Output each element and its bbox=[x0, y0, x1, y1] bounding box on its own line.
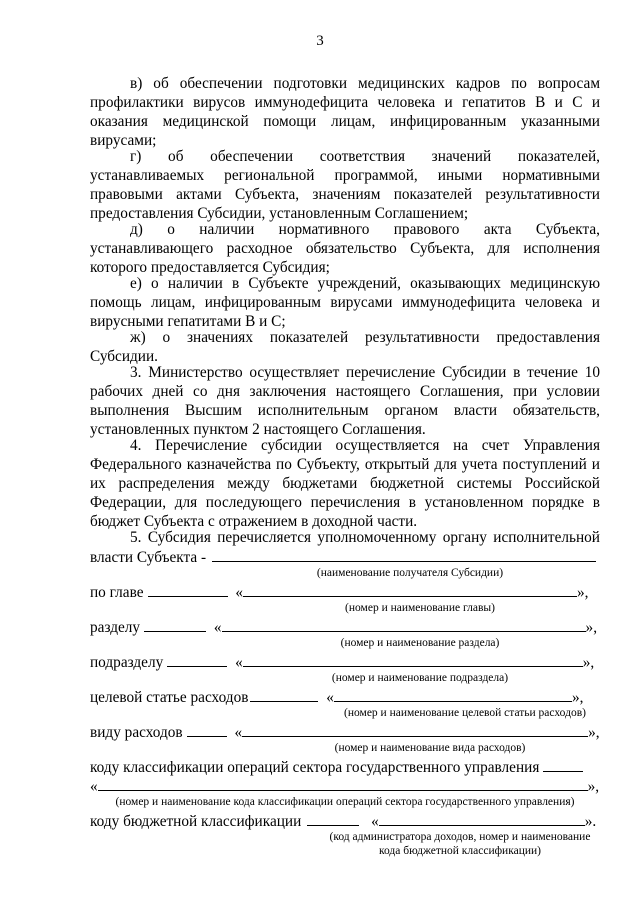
kbk-caption-line-2: кода бюджетной классификации) bbox=[378, 845, 542, 857]
expense-label: виду расходов bbox=[90, 724, 183, 741]
body-line: устанавливающего расходное обязательство Субъекта, для исполнения bbox=[90, 240, 600, 257]
body-line: правовыми актами Субъекта, значениям показателей результативности bbox=[90, 186, 600, 203]
chapter-row bbox=[90, 582, 600, 602]
section-name-field[interactable] bbox=[222, 617, 586, 632]
close-quote: », bbox=[577, 584, 589, 601]
body-line: в) об обеспечении подготовки медицинских кадров по вопросам bbox=[130, 75, 600, 92]
kosgu-name-row bbox=[90, 776, 600, 796]
kosgu-code-field[interactable] bbox=[543, 757, 583, 772]
body-line: профилактики вирусов иммунодефицита человека и гепатитов В и С и bbox=[90, 94, 600, 111]
target-label: целевой статье расходов bbox=[90, 689, 249, 706]
open-quote: « bbox=[235, 584, 243, 601]
recipient-row bbox=[90, 547, 600, 567]
body-line: выполнения Высшим исполнительным органом власти обязательств, bbox=[90, 402, 600, 419]
expense-row bbox=[90, 722, 600, 742]
close-quote: ». bbox=[584, 813, 597, 830]
target-row bbox=[90, 687, 600, 707]
close-quote: », bbox=[582, 654, 595, 671]
close-quote: », bbox=[585, 619, 598, 636]
recipient-caption: (наименование получателя Субсидии) bbox=[316, 567, 504, 579]
body-line: 4. Перечисление субсидии осуществляется на счет Управления bbox=[130, 437, 600, 454]
body-line: вирусами; bbox=[90, 132, 157, 149]
body-line: д) о наличии нормативного правового акта Субъекта, bbox=[130, 221, 600, 238]
open-quote: « bbox=[326, 689, 334, 706]
body-line: помощь лицам, инфицированным вирусами иммунодефицита человека и bbox=[90, 294, 600, 311]
open-quote: « bbox=[235, 654, 243, 671]
kosgu-label: коду классификации операций сектора государственного управления bbox=[90, 759, 540, 776]
chapter-code-field[interactable] bbox=[148, 582, 228, 597]
subsection-label: подразделу bbox=[90, 654, 164, 671]
page-number: 3 bbox=[316, 33, 324, 49]
body-line: бюджет Субъекта с отражением в доходной части. bbox=[90, 513, 418, 530]
close-quote: », bbox=[571, 689, 584, 706]
kbk-label: коду бюджетной классификации bbox=[90, 813, 302, 830]
open-quote: « bbox=[234, 724, 243, 741]
body-line: их распределения между бюджетами бюджетной системы Российской bbox=[90, 475, 600, 492]
body-line: Федерации, для последующего перечисления в установленном порядке в bbox=[90, 494, 600, 511]
kosgu-name-field[interactable] bbox=[98, 776, 588, 791]
section-row bbox=[90, 617, 600, 637]
body-line: Федерального казначейства по Субъекту, открытый для учета поступлений и bbox=[90, 456, 600, 473]
chapter-caption: (номер и наименование главы) bbox=[345, 602, 495, 614]
kbk-code-field[interactable] bbox=[307, 811, 359, 826]
recipient-label: власти Субъекта - bbox=[90, 549, 207, 566]
body-line: установленных пунктом 2 настоящего Соглашения. bbox=[90, 421, 426, 438]
section-code-field[interactable] bbox=[144, 617, 206, 632]
subsection-code-field[interactable] bbox=[167, 652, 227, 667]
body-line: ж) о значениях показателей результативности предоставления bbox=[130, 329, 600, 346]
recipient-field[interactable] bbox=[212, 547, 596, 562]
kosgu-caption: (номер и наименование кода классификации операций сектора государственного управления) bbox=[115, 796, 575, 808]
body-line: предоставления Субсидии, установленным Соглашением; bbox=[90, 205, 469, 222]
subsection-row bbox=[90, 652, 600, 672]
close-quote: », bbox=[587, 778, 600, 795]
body-line: г) об обеспечении соответствия значений показателей, bbox=[130, 148, 600, 165]
expense-name-field[interactable] bbox=[242, 722, 588, 737]
kbk-name-field[interactable] bbox=[379, 811, 585, 826]
body-line: 3. Министерство осуществляет перечисление Субсидии в течение 10 bbox=[130, 364, 600, 381]
section-caption: (номер и наименование раздела) bbox=[340, 637, 500, 649]
subsection-caption: (номер и наименование подраздела) bbox=[331, 672, 509, 684]
body-line: вирусными гепатитами В и С; bbox=[90, 313, 286, 330]
kosgu-row bbox=[90, 757, 600, 777]
target-code-field[interactable] bbox=[250, 687, 318, 702]
body-line: рабочих дней со дня заключения настоящего Соглашения, при условии bbox=[90, 383, 600, 400]
target-name-field[interactable] bbox=[334, 687, 572, 702]
chapter-name-field[interactable] bbox=[243, 582, 577, 597]
target-caption: (номер и наименование целевой статьи расходов) bbox=[344, 707, 586, 719]
open-quote: « bbox=[371, 813, 379, 830]
body-line: которого предоставляется Субсидия; bbox=[90, 259, 330, 276]
open-quote: « bbox=[90, 778, 98, 795]
close-quote: », bbox=[588, 724, 600, 741]
body-line: е) о наличии в Субъекте учреждений, оказывающих медицинскую bbox=[130, 275, 600, 292]
body-line: оказания медицинской помощи лицам, инфицированным указанными bbox=[90, 113, 600, 130]
expense-code-field[interactable] bbox=[187, 722, 227, 737]
kbk-caption-line-1: (код администратора доходов, номер и наименование bbox=[329, 831, 591, 843]
section-label: разделу bbox=[90, 619, 141, 636]
body-line: Субсидии. bbox=[90, 348, 159, 365]
chapter-label: по главе bbox=[90, 584, 144, 601]
kbk-row bbox=[90, 811, 600, 831]
open-quote: « bbox=[213, 619, 222, 636]
expense-caption: (номер и наименование вида расходов) bbox=[334, 742, 526, 754]
subsection-name-field[interactable] bbox=[243, 652, 583, 667]
body-line: 5. Субсидия перечисляется уполномоченному органу исполнительной bbox=[130, 529, 600, 546]
body-line: устанавливаемых региональной программой, иными нормативными bbox=[90, 167, 600, 184]
